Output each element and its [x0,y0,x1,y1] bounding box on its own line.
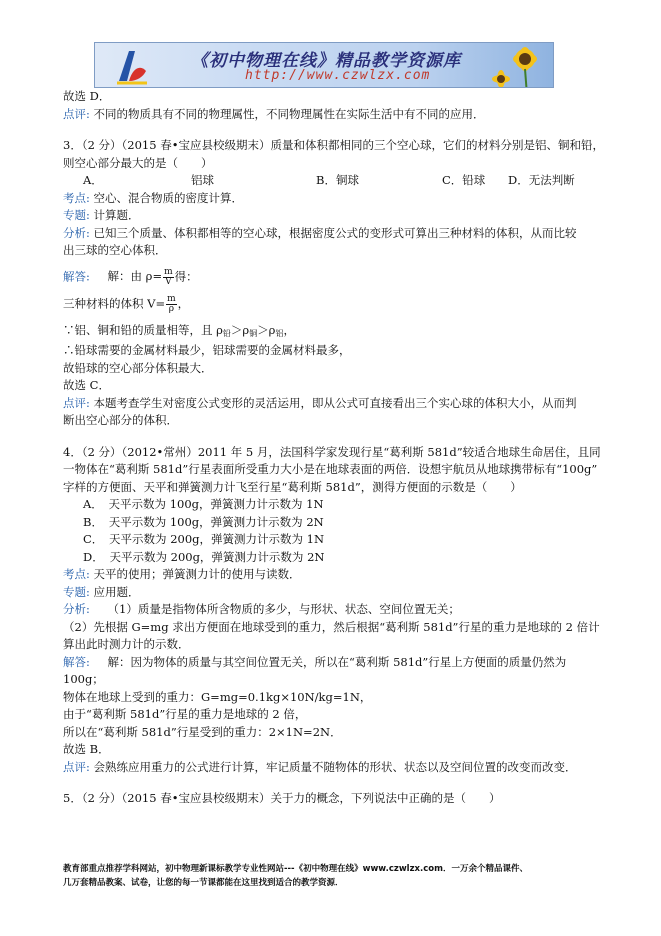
q3-option-d: D．无法判断 [508,173,575,187]
q3-volume-tail: ， [177,296,190,310]
q3-solution-label: 解答: [63,269,90,283]
q3-stem-line-2: 则空心部分最大的是（ ） [63,155,213,170]
q3-option-a-text: 铝球 [191,173,214,187]
q5-stem-line-1: 5．（2 分）（2015 春•宝应县校级期末）关于力的概念，下列说法中正确的是（ ） [63,791,501,805]
q3-step-1 [63,322,623,343]
q3-volume-denominator: ρ [168,303,175,314]
q3-comment-line-2: 断出空心部分的体积． [63,413,178,427]
page-footer [63,862,623,890]
q4-option-d: D． 天平示数为 200g，弹簧测力计示数为 2N [83,549,325,564]
q3-option-a-letter: A． [83,173,103,187]
q4-analysis-line-2: （2）先根据 G=mg 求出方便面在地球受到的重力，然后根据“葛利斯 581d”行星的重力是地球的 2 倍计 [63,619,600,634]
q4-solution-text-1: 解：因为物体的质量与其空间位置无关，所以在“葛利斯 581d”行星上方便面的质量仍然为 [107,654,567,669]
q4-solution-line-1 [63,654,623,672]
header-banner [94,42,554,88]
site-logo-icon [115,47,149,85]
q4-analysis-line-3: 算出此时测力计的示数． [63,637,190,651]
q4-analysis-label: 分析: [63,602,90,616]
q3-topic-line [63,190,623,208]
q3-step-1-tail: ， [283,322,295,337]
answer-line: 故选 D． [63,89,111,103]
document-body [63,88,623,808]
q3-category-line [63,207,623,225]
q3-volume-text: 三种材料的体积 V= [63,296,166,310]
q3-volume-fraction [166,295,177,314]
q4-category-line [63,584,623,602]
q4-step-1: 物体在地球上受到的重力：G=mg=0.1kg×10N/kg=1N， [63,689,372,704]
q4-solution-label: 解答: [63,654,90,669]
q3-density-numerator: m [164,266,173,277]
q3-analysis-line-2: 出三球的空心体积． [63,243,167,257]
q3-step-1-sub-lead: 铅 [222,328,231,338]
q4-step-4: 故选 B． [63,742,110,756]
q3-step-1-sub-copper: 铜 [249,328,258,338]
q3-comment-line-1 [63,395,623,413]
q3-step-3: 故铅球的空心部分体积最大． [63,360,213,375]
q4-option-c: C． 天平示数为 200g，弹簧测力计示数为 1N [83,532,325,546]
q3-solution-tail: 得： [174,269,198,283]
q3-step-1-sub-aluminium: 铝 [275,328,284,338]
q3-step-1-gt-1: ＞ρ [230,322,250,337]
banner-title: 《初中物理在线》精品教学资源库 [191,51,461,71]
q4-stem-line-3: 字样的方便面、天平和弹簧测力计飞至行星“葛利斯 581d”，测得方便面的示数是（ ） [63,479,522,494]
q4-analysis-line-1 [63,601,623,619]
q3-density-denominator: V [165,276,172,287]
q4-step-3: 所以在“葛利斯 581d”行星受到的重力：2×1N=2N． [63,724,342,739]
q3-step-2: ∴铅球需要的金属材料最少，铝球需要的金属材料最多， [63,343,351,357]
q3-stem-line-1: 3．（2 分）（2015 春•宝应县校级期末）质量和体积都相同的三个空心球，它们的材料分别是铝、铜和铅， [63,138,604,152]
footer-line-1: 教育部重点推荐学科网站，初中物理新课标教学专业性网站---《初中物理在线》www.czwlzx.com．一万余个精品课件、 [63,864,528,874]
q3-density-fraction [163,268,174,287]
q3-solution-text: 解：由 ρ= [107,269,163,283]
q4-analysis-text-1: （1）质量是指物体所含物质的多少，与形状、状态、空间位置无关； [107,602,460,616]
q3-analysis-label: 分析: [63,225,90,240]
q4-topic-line [63,566,623,584]
q4-step-2: 由于“葛利斯 581d”行星的重力是地球的 2 倍， [63,707,307,721]
q3-step-1-gt-2: ＞ρ [257,322,276,337]
q3-options [63,172,623,190]
q3-option-c: C．铅球 [442,173,486,187]
q3-analysis-line-1 [63,225,623,243]
banner-url[interactable]: http://www.czwlzx.com [245,68,431,83]
sunflower-icon [487,42,547,88]
q4-option-a: A． 天平示数为 100g，弹簧测力计示数为 1N [83,497,324,511]
q3-analysis-text-1: 已知三个质量、体积都相等的空心球，根据密度公式的变形式可算出三种材料的体积，从而比较 [93,225,577,240]
q3-topic-label: 考点: [63,190,90,205]
q3-option-b: B．铜球 [316,173,359,187]
q4-stem-line-2: 一物体在“葛利斯 581d”行星表面所受重力大小是在地球表面的两倍．设想宇航员从地球携带标有“100g” [63,462,598,476]
q4-category-label: 专题: [63,584,90,599]
q4-comment-line [63,759,623,777]
comment-label: 点评: [63,106,90,121]
q4-option-b: B． 天平示数为 100g，弹簧测力计示数为 2N [83,514,324,529]
q3-comment-label: 点评: [63,395,90,410]
q4-topic-text: 天平的使用；弹簧测力计的使用与读数． [93,567,301,581]
q3-solution-line [63,268,623,287]
comment-text: 不同的物质具有不同的物理属性，不同物理属性在实际生活中有不同的应用． [93,106,485,121]
q3-volume-numerator: m [167,293,176,304]
q4-stem-line-1: 4．（2 分）（2012•常州）2011 年 5 月，法国科学家发现行星“葛利斯 581d”较适合地球生命居住，且同 [63,444,601,459]
q4-comment-label: 点评: [63,759,90,774]
q3-comment-text-1: 本题考查学生对密度公式变形的灵活运用，即从公式可直接看出三个实心球的体积大小，从而判 [93,395,577,410]
q3-topic-text: 空心、混合物质的密度计算． [93,190,244,205]
q3-step-1-pre: ∵铝、铜和铅的质量相等，且 ρ [63,322,223,337]
q3-volume-line [63,295,623,314]
footer-line-2: 几万套精品教案、试卷，让您的每一节课都能在这里找到适合的教学资源． [63,878,344,888]
q4-comment-text: 会熟练应用重力的公式进行计算，牢记质量不随物体的形状、状态以及空间位置的改变而改变． [93,759,577,774]
comment-line [63,106,623,124]
q3-category-text: 计算题． [93,208,140,222]
q4-category-text: 应用题． [93,584,140,599]
q4-solution-line-2: 100g； [63,672,104,686]
q4-topic-label: 考点: [63,567,90,581]
q3-category-label: 专题: [63,208,90,222]
q3-step-4: 故选 C． [63,378,110,392]
